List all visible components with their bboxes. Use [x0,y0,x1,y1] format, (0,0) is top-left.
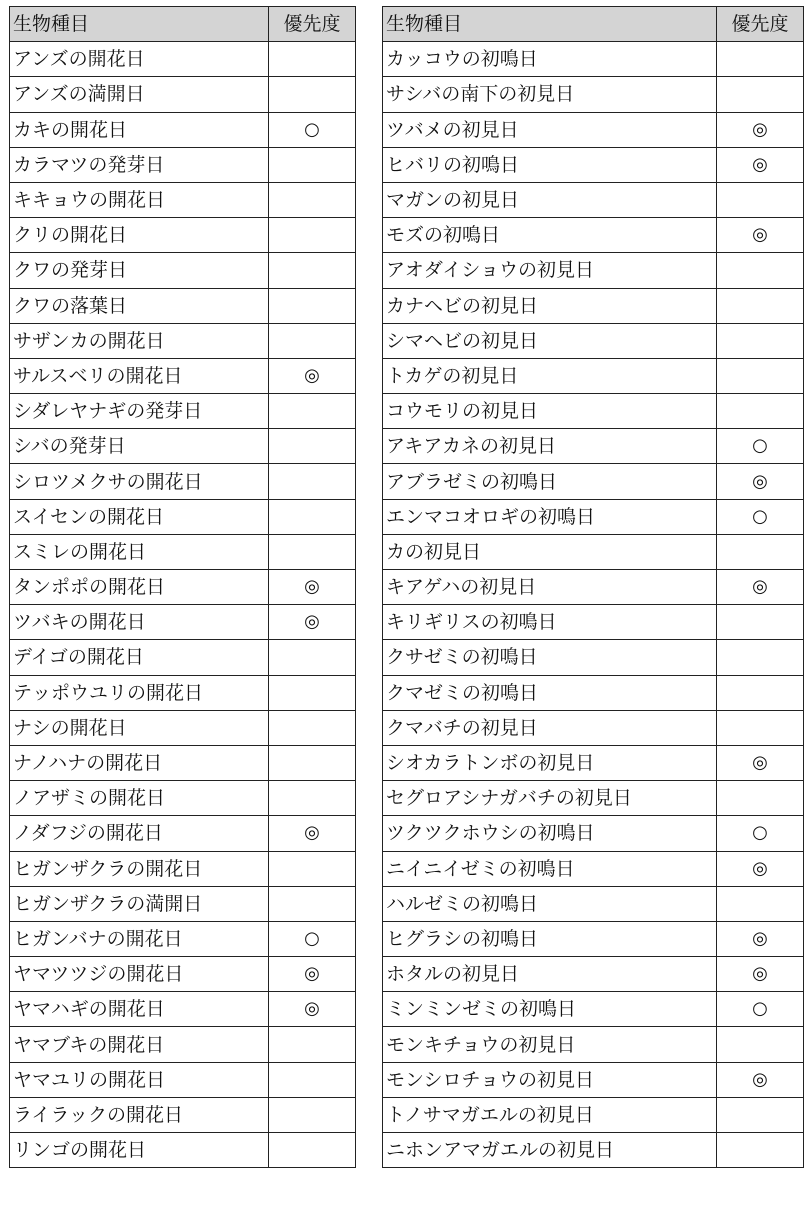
species-item-cell: スイセンの開花日 [10,499,269,534]
table-row [383,992,804,1027]
species-item-cell: クワの発芽日 [10,253,269,288]
species-item-cell: カッコウの初鳴日 [383,42,717,77]
table-row [10,710,356,745]
species-item-cell: ヤマブキの開花日 [10,1027,269,1062]
species-item-cell: セグロアシナガバチの初見日 [383,781,717,816]
table-row [383,182,804,217]
species-item-cell: ヤマツツジの開花日 [10,957,269,992]
priority-mark-cell [269,464,356,499]
table-row [10,253,356,288]
species-item-cell: ヤマユリの開花日 [10,1062,269,1097]
table-row [10,570,356,605]
table-row [10,1133,356,1168]
species-item-cell: キキョウの開花日 [10,182,269,217]
priority-mark-cell [269,675,356,710]
priority-mark-cell: ◎ [717,570,804,605]
table-row [383,605,804,640]
species-item-cell: アブラゼミの初鳴日 [383,464,717,499]
table-row [10,1027,356,1062]
priority-mark-cell [717,358,804,393]
species-item-cell: ニホンアマガエルの初見日 [383,1133,717,1168]
table-row [10,218,356,253]
species-item-cell: アオダイショウの初見日 [383,253,717,288]
table-row [383,851,804,886]
species-item-cell: ホタルの初見日 [383,957,717,992]
species-item-cell: アンズの満開日 [10,77,269,112]
priority-mark-cell [717,1133,804,1168]
column-header-species: 生物種目 [10,7,269,42]
table-row [383,1062,804,1097]
priority-mark-cell [717,1097,804,1132]
table-row [383,218,804,253]
species-item-cell: クサゼミの初鳴日 [383,640,717,675]
table-row [383,147,804,182]
table-row [383,640,804,675]
animal-phenology-table [382,6,804,1168]
column-header-priority: 優先度 [269,7,356,42]
priority-mark-cell [717,394,804,429]
priority-mark-cell: ○ [269,112,356,147]
species-item-cell: ヒガンザクラの開花日 [10,851,269,886]
species-item-cell: ノアザミの開花日 [10,781,269,816]
priority-mark-cell [717,253,804,288]
priority-mark-cell: ◎ [717,464,804,499]
priority-mark-cell: ○ [717,816,804,851]
species-item-cell: コウモリの初見日 [383,394,717,429]
priority-mark-cell [269,323,356,358]
species-item-cell: ヒガンバナの開花日 [10,921,269,956]
priority-mark-cell: ◎ [717,957,804,992]
table-row [383,288,804,323]
column-header-species: 生物種目 [383,7,717,42]
species-item-cell: ニイニイゼミの初鳴日 [383,851,717,886]
priority-mark-cell [269,147,356,182]
priority-mark-cell: ◎ [717,1062,804,1097]
priority-mark-cell [717,534,804,569]
priority-mark-cell [269,745,356,780]
table-row [10,429,356,464]
table-row [10,323,356,358]
species-item-cell: ツバキの開花日 [10,605,269,640]
priority-mark-cell [717,710,804,745]
table-row [383,429,804,464]
table-row [10,42,356,77]
priority-mark-cell [269,1062,356,1097]
species-item-cell: デイゴの開花日 [10,640,269,675]
table-row [10,112,356,147]
priority-mark-cell: ◎ [717,921,804,956]
table-row [383,253,804,288]
priority-mark-cell [269,851,356,886]
priority-mark-cell [717,288,804,323]
table-row [383,570,804,605]
priority-mark-cell [269,710,356,745]
table-row [383,921,804,956]
table-row [10,745,356,780]
priority-mark-cell: ◎ [717,851,804,886]
species-item-cell: ハルゼミの初鳴日 [383,886,717,921]
species-item-cell: ヤマハギの開花日 [10,992,269,1027]
species-item-cell: カナヘビの初見日 [383,288,717,323]
priority-mark-cell [717,781,804,816]
table-row [10,182,356,217]
table-row [10,675,356,710]
species-item-cell: アキアカネの初見日 [383,429,717,464]
table-row [383,675,804,710]
priority-mark-cell: ◎ [269,957,356,992]
table-row [10,394,356,429]
species-item-cell: ツバメの初見日 [383,112,717,147]
species-item-cell: トノサマガエルの初見日 [383,1097,717,1132]
priority-mark-cell [717,675,804,710]
priority-mark-cell [269,640,356,675]
priority-mark-cell: ◎ [717,745,804,780]
species-item-cell: サシバの南下の初見日 [383,77,717,112]
table-row [383,816,804,851]
table-row [383,745,804,780]
species-item-cell: シマヘビの初見日 [383,323,717,358]
table-row [383,534,804,569]
species-item-cell: ナシの開花日 [10,710,269,745]
priority-mark-cell: ◎ [717,218,804,253]
table-row [383,112,804,147]
table-row [10,886,356,921]
species-item-cell: ミンミンゼミの初鳴日 [383,992,717,1027]
species-item-cell: キリギリスの初鳴日 [383,605,717,640]
priority-mark-cell [717,886,804,921]
table-row [383,464,804,499]
species-item-cell: マガンの初見日 [383,182,717,217]
priority-mark-cell: ◎ [269,570,356,605]
species-item-cell: ヒバリの初鳴日 [383,147,717,182]
priority-mark-cell: ○ [717,992,804,1027]
priority-mark-cell: ○ [269,921,356,956]
priority-mark-cell [269,886,356,921]
species-item-cell: カラマツの発芽日 [10,147,269,182]
table-row [383,710,804,745]
table-header-row [383,7,804,42]
species-item-cell: ツクツクホウシの初鳴日 [383,816,717,851]
priority-mark-cell [717,640,804,675]
species-item-cell: スミレの開花日 [10,534,269,569]
table-row [383,42,804,77]
species-item-cell: サザンカの開花日 [10,323,269,358]
priority-mark-cell [717,323,804,358]
priority-mark-cell: ○ [717,429,804,464]
priority-mark-cell: ◎ [269,816,356,851]
species-item-cell: シダレヤナギの発芽日 [10,394,269,429]
species-item-cell: クマバチの初見日 [383,710,717,745]
table-row [10,534,356,569]
table-row [383,499,804,534]
table-row [10,921,356,956]
species-item-cell: ノダフジの開花日 [10,816,269,851]
priority-mark-cell: ◎ [269,605,356,640]
species-item-cell: シロツメクサの開花日 [10,464,269,499]
species-item-cell: テッポウユリの開花日 [10,675,269,710]
column-header-priority: 優先度 [717,7,804,42]
priority-mark-cell [269,42,356,77]
species-item-cell: トカゲの初見日 [383,358,717,393]
table-row [383,1027,804,1062]
priority-mark-cell [269,534,356,569]
table-row [383,77,804,112]
priority-mark-cell [269,182,356,217]
table-row [10,77,356,112]
priority-mark-cell: ○ [717,499,804,534]
priority-mark-cell: ◎ [269,358,356,393]
species-item-cell: キアゲハの初見日 [383,570,717,605]
table-row [383,1097,804,1132]
table-row [10,288,356,323]
table-row [10,464,356,499]
table-row [383,957,804,992]
priority-mark-cell [269,394,356,429]
priority-mark-cell [717,42,804,77]
priority-mark-cell [269,288,356,323]
table-row [10,147,356,182]
species-item-cell: エンマコオロギの初鳴日 [383,499,717,534]
priority-mark-cell [717,77,804,112]
priority-mark-cell [717,605,804,640]
table-row [10,640,356,675]
table-row [383,394,804,429]
table-row [10,605,356,640]
table-row [10,1097,356,1132]
species-item-cell: サルスベリの開花日 [10,358,269,393]
table-row [10,781,356,816]
priority-mark-cell [269,1097,356,1132]
table-row [10,957,356,992]
species-item-cell: モズの初鳴日 [383,218,717,253]
species-item-cell: モンシロチョウの初見日 [383,1062,717,1097]
priority-mark-cell [269,781,356,816]
table-row [10,358,356,393]
priority-mark-cell [269,77,356,112]
species-item-cell: アンズの開花日 [10,42,269,77]
priority-mark-cell [717,1027,804,1062]
species-item-cell: ライラックの開花日 [10,1097,269,1132]
species-item-cell: モンキチョウの初見日 [383,1027,717,1062]
species-item-cell: カキの開花日 [10,112,269,147]
priority-mark-cell: ◎ [717,147,804,182]
table-header-row [10,7,356,42]
priority-mark-cell [269,499,356,534]
table-row [383,886,804,921]
priority-mark-cell [269,1133,356,1168]
species-item-cell: タンポポの開花日 [10,570,269,605]
species-item-cell: ナノハナの開花日 [10,745,269,780]
table-row [10,816,356,851]
species-item-cell: リンゴの開花日 [10,1133,269,1168]
table-row [383,358,804,393]
priority-mark-cell [269,253,356,288]
species-item-cell: ヒガンザクラの満開日 [10,886,269,921]
plant-phenology-table [9,6,356,1168]
species-item-cell: シオカラトンボの初見日 [383,745,717,780]
species-item-cell: カの初見日 [383,534,717,569]
priority-mark-cell [269,218,356,253]
table-row [10,992,356,1027]
species-item-cell: ヒグラシの初鳴日 [383,921,717,956]
table-row [10,499,356,534]
table-row [10,851,356,886]
priority-mark-cell [269,429,356,464]
priority-mark-cell: ◎ [717,112,804,147]
priority-mark-cell: ◎ [269,992,356,1027]
species-item-cell: クワの落葉日 [10,288,269,323]
species-item-cell: シバの発芽日 [10,429,269,464]
species-item-cell: クマゼミの初鳴日 [383,675,717,710]
priority-mark-cell [717,182,804,217]
table-row [10,1062,356,1097]
table-row [383,1133,804,1168]
species-item-cell: クリの開花日 [10,218,269,253]
table-row [383,323,804,358]
table-row [383,781,804,816]
priority-mark-cell [269,1027,356,1062]
